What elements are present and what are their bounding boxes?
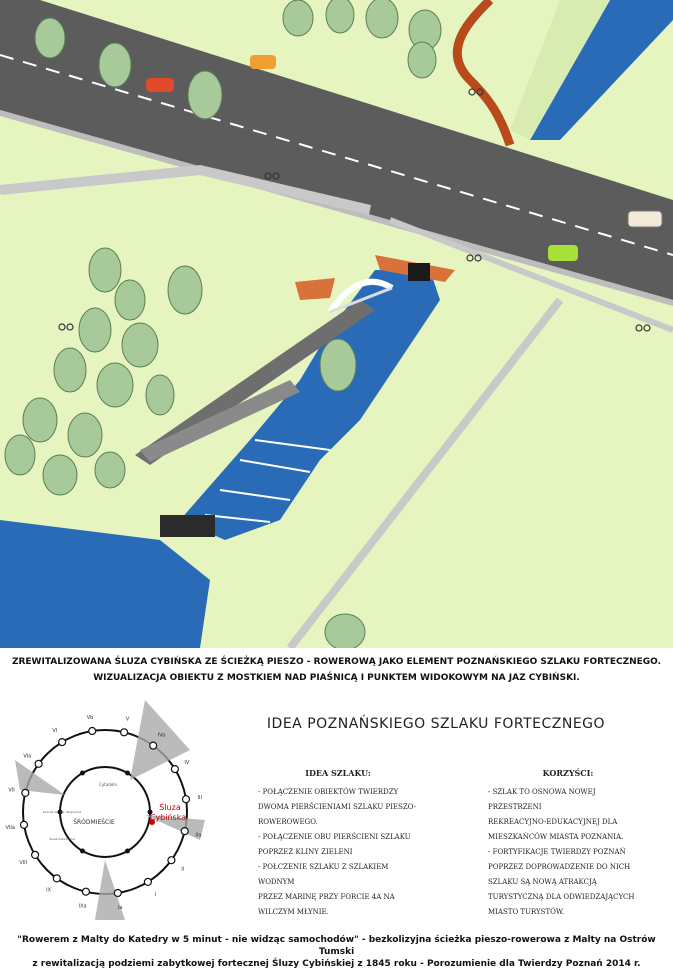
idea-right-item: - FORTYFIKACJE TWIERDZY POZNAŃ [488,848,626,856]
idea-right-item: POPRZEZ DOPROWADZENIE DO NICH [488,863,631,871]
idea-right-item: TURYSTYCZNĄ DLA ODWIEDZAJĄCYCH [488,893,635,901]
idea-right-item: SZLAKU SĄ NOWĄ ATRAKCJĄ [488,878,597,886]
inner-fort-node [80,849,85,854]
fort-label: VIa [23,753,32,760]
fort-label: Vb [86,715,94,722]
idea-right-item: MIESZKAŃCÓW MIASTA POZNANIA. [488,833,624,841]
idea-left-item: DWOMA PIERŚCIENIAMI SZLAKU PIESZO- [258,803,417,811]
fort-node [35,760,42,767]
fort-node [114,890,121,897]
fort-label: IIa [195,832,202,839]
car-red [146,78,174,92]
car-white [628,211,662,227]
highlight-label-1: Śluza [159,803,181,812]
idea-right-item: MIASTO TURYSTÓW. [488,908,565,916]
idea-left-item: ROWEROWEGO. [258,818,318,826]
fort-label: III [197,795,203,801]
fort-node [183,796,190,803]
fort-node [22,789,29,796]
fort-label: VIIa [5,825,15,831]
fort-label: IXa [78,903,87,910]
fort-node [181,828,188,835]
car-orange [250,55,276,69]
idea-left-list [258,785,418,920]
fort-label: II [181,866,185,873]
idea-right-title: KORZYŚCI: [542,768,594,778]
fort-node [59,739,66,746]
fort-node [144,878,151,885]
footer-line-1: "Rowerem z Malty do Katedry w 5 minut - nie widząc samochodów" - bezkolizyjna ścieżka pieszo-rowerowa z Malty na Ostrów Tumski [17,935,656,957]
highlight-label-2: Cybińska [149,813,187,822]
inner-label-citadel: Cytadela [99,782,117,787]
fort-node [82,888,89,895]
idea-title: IDEA POZNAŃSKIEGO SZLAKU FORTECZNEGO [266,716,606,732]
idea-left-item: PRZEZ MARINĘ PRZY FORCIE 4A NA [258,893,395,901]
idea-right-item: - SZLAK TO OSNOWA NOWEJ PRZESTRZENI [488,788,596,811]
fort-label: VII [8,787,15,794]
lock-gate [408,263,430,281]
idea-left-item: - POŁĄCZENIE OBU PIERŚCIENI SZLAKU [258,833,411,841]
inner-fort-node [125,771,130,776]
idea-left-title: IDEA SZLAKU: [305,768,371,778]
caption-line-1: ZREWITALIZOWANA ŚLUZA CYBIŃSKA ZE ŚCIEŻKĄ PIESZO - ROWEROWĄ JAKO ELEMENT POZNAŃSKIEGO SZLAKU FORTECZNEGO. [11,657,662,667]
fort-label: IVa [157,732,166,739]
fort-node [121,729,128,736]
fort-label: IX [46,887,52,894]
lower-lock-gate [160,515,215,537]
idea-right-item: REKREACYJNO-EDUKACYJNEJ DLA [488,818,618,826]
fort-node [53,875,60,882]
caption-line-2: WIZUALIZACJA OBIEKTU Z MOSTKIEM NAD PIAŚNICĄ I PUNKTEM WIDOKOWYM NA JAZ CYBIŃSKI. [93,673,580,683]
idea-right-list [488,785,648,920]
center-label: ŚRÓDMIEŚCIE [73,819,115,826]
fort-label: Ia [117,904,123,911]
idea-left-item: - POŁĄCZENIE OBIEKTÓW TWIERDZY [258,788,399,796]
fort-node [168,857,175,864]
idea-right-column [488,766,648,920]
inner-fort-node [80,771,85,776]
inner-label-church: Kościół pw. Św. Wojciecha [42,810,82,814]
fort-label: IV [184,759,190,766]
fort-label: I [154,891,156,898]
fort-node [150,742,157,749]
idea-left-item: - POŁCZENIE SZLAKU Z SZLAKIEM WODNYM [258,863,389,886]
idea-left-column [258,766,418,920]
fort-node [32,851,39,858]
car-green [548,245,578,261]
visualization-caption [0,654,673,686]
footer-line-2: z rewitalizacją podziemi zabytkowej fortecznej Śluzy Cybińskiej z 1845 roku - Porozumienie dla Twierdzy Poznań 2014 r. [32,959,641,969]
fort-label: VIII [19,860,28,867]
inner-fort-node [125,849,130,854]
fort-node [21,821,28,828]
fort-label: VI [52,728,58,735]
idea-left-item: WILCZYM MŁYNIE. [258,908,329,916]
inner-label-katedralna: Śluza Katedralna [49,837,75,841]
fort-node [171,766,178,773]
footer [0,934,673,970]
fort-label: V [125,716,130,723]
idea-left-item: POPRZEZ KLINY ZIELENI [258,848,353,856]
fort-node [89,728,96,735]
